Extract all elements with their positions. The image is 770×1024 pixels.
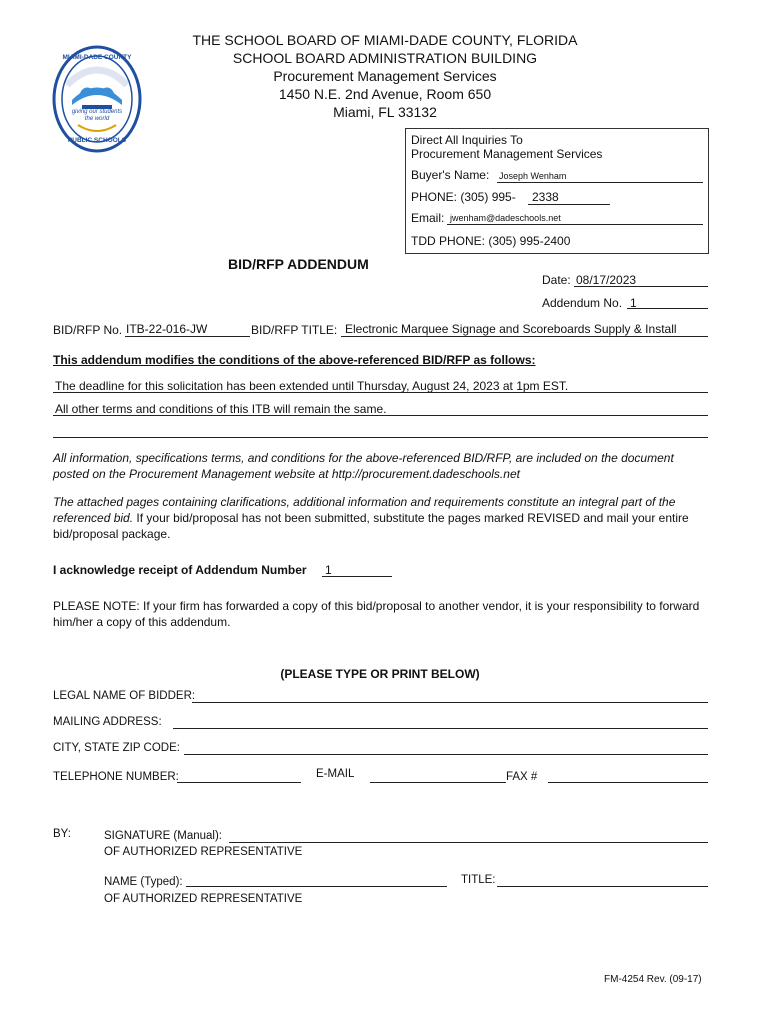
phone-label: PHONE: (305) 995- (411, 190, 516, 204)
attached-paragraph (53, 494, 713, 542)
info-paragraph: All information, specifications terms, and conditions for the above-referenced BID/RFP, are included on the document posted on the Procurement Management website at http://procurement.dadeschools.net (53, 451, 674, 481)
fax-input[interactable] (548, 782, 708, 783)
email-field-label: E-MAIL (316, 768, 355, 780)
bid-no-value: ITB-22-016-JW (126, 322, 208, 336)
logo-text-top: MIAMI-DADE COUNTY (62, 54, 132, 61)
page-title: BID/RFP ADDENDUM (228, 256, 369, 272)
please-note: PLEASE NOTE: If your firm has forwarded a copy of this bid/proposal to another vendor, it is your responsibility to forward him/her a copy of this addendum. (53, 599, 700, 629)
tdd-phone: TDD PHONE: (305) 995-2400 (411, 234, 571, 248)
title-label: TITLE: (461, 874, 496, 886)
mailing-address-label: MAILING ADDRESS: (53, 716, 162, 728)
buyer-value: Joseph Wenham (499, 171, 567, 181)
signature-input[interactable] (229, 842, 708, 843)
modification-3-line (53, 437, 708, 438)
signature-label: SIGNATURE (Manual): (104, 830, 223, 842)
header-line-3: Procurement Management Services (273, 68, 497, 84)
phone-value: 2338 (532, 190, 559, 204)
city-state-zip-input[interactable] (184, 754, 708, 755)
modifies-heading: This addendum modifies the conditions of the above-referenced BID/RFP as follows: (53, 353, 536, 367)
fax-label: FAX # (506, 771, 538, 783)
city-state-zip-label: CITY, STATE ZIP CODE: (53, 742, 180, 754)
attached-normal: If your bid/proposal has not been submitted, substitute the pages marked REVISED and mail your entire bid/proposal package. (53, 511, 689, 541)
acknowledge-value: 1 (325, 563, 332, 577)
date-line (574, 286, 708, 287)
logo-tagline-2: the world (84, 116, 110, 122)
name-typed-label: NAME (Typed): (104, 876, 183, 888)
telephone-label: TELEPHONE NUMBER: (53, 771, 179, 783)
acknowledge-line (322, 576, 392, 577)
inquiry-line-1: Direct All Inquiries To (411, 133, 523, 147)
modification-1-line (53, 392, 708, 393)
modification-1: The deadline for this solicitation has been extended until Thursday, August 24, 2023 at 1pm EST. (55, 379, 569, 393)
inquiry-line-2: Procurement Management Services (411, 147, 603, 161)
phone-line (528, 204, 610, 205)
addendum-label: Addendum No. (542, 296, 623, 310)
logo-text-bottom: PUBLIC SCHOOLS (67, 137, 127, 144)
telephone-input[interactable] (177, 782, 301, 783)
modification-2-line (53, 415, 708, 416)
bid-no-label: BID/RFP No. (53, 323, 123, 337)
email-label: Email: (411, 211, 445, 225)
name-sub-label: OF AUTHORIZED REPRESENTATIVE (104, 893, 303, 905)
header-line-4: 1450 N.E. 2nd Avenue, Room 650 (278, 86, 492, 102)
mailing-address-input[interactable] (173, 728, 708, 729)
bid-title-value: Electronic Marquee Signage and Scoreboards Supply & Install (345, 322, 677, 336)
title-input[interactable] (497, 886, 708, 887)
addendum-value: 1 (630, 296, 637, 310)
signature-sub-label: OF AUTHORIZED REPRESENTATIVE (104, 846, 303, 858)
bid-title-line (341, 336, 708, 337)
email-value: jwenham@dadeschools.net (450, 213, 561, 223)
legal-name-input[interactable] (192, 702, 708, 703)
attached-italic: The attached pages containing clarifications, additional information and requirements constitute an integral part of the referenced bid. (53, 495, 676, 525)
name-typed-input[interactable] (186, 886, 447, 887)
addendum-line (627, 308, 708, 309)
logo-tagline-1: giving our students (71, 109, 123, 115)
acknowledge-label: I acknowledge receipt of Addendum Number (53, 563, 307, 577)
email-line (447, 224, 703, 225)
header-line-2: SCHOOL BOARD ADMINISTRATION BUILDING (232, 50, 538, 66)
legal-name-label: LEGAL NAME OF BIDDER: (53, 690, 196, 702)
date-value: 08/17/2023 (576, 273, 637, 287)
bid-title-label: BID/RFP TITLE: (251, 323, 338, 337)
bid-no-line (125, 336, 250, 337)
modification-2: All other terms and conditions of this ITB will remain the same. (55, 402, 387, 416)
print-heading: (PLEASE TYPE OR PRINT BELOW) (280, 667, 480, 681)
header-line-5: Miami, FL 33132 (333, 104, 437, 120)
footer-form-number: FM-4254 Rev. (09-17) (604, 974, 702, 985)
header-line-1: THE SCHOOL BOARD OF MIAMI-DADE COUNTY, FLORIDA (192, 32, 578, 48)
email-field-input[interactable] (370, 782, 506, 783)
by-label: BY: (53, 828, 71, 840)
date-label: Date: (542, 273, 571, 287)
buyer-line (497, 182, 703, 183)
buyer-label: Buyer's Name: (411, 168, 490, 182)
